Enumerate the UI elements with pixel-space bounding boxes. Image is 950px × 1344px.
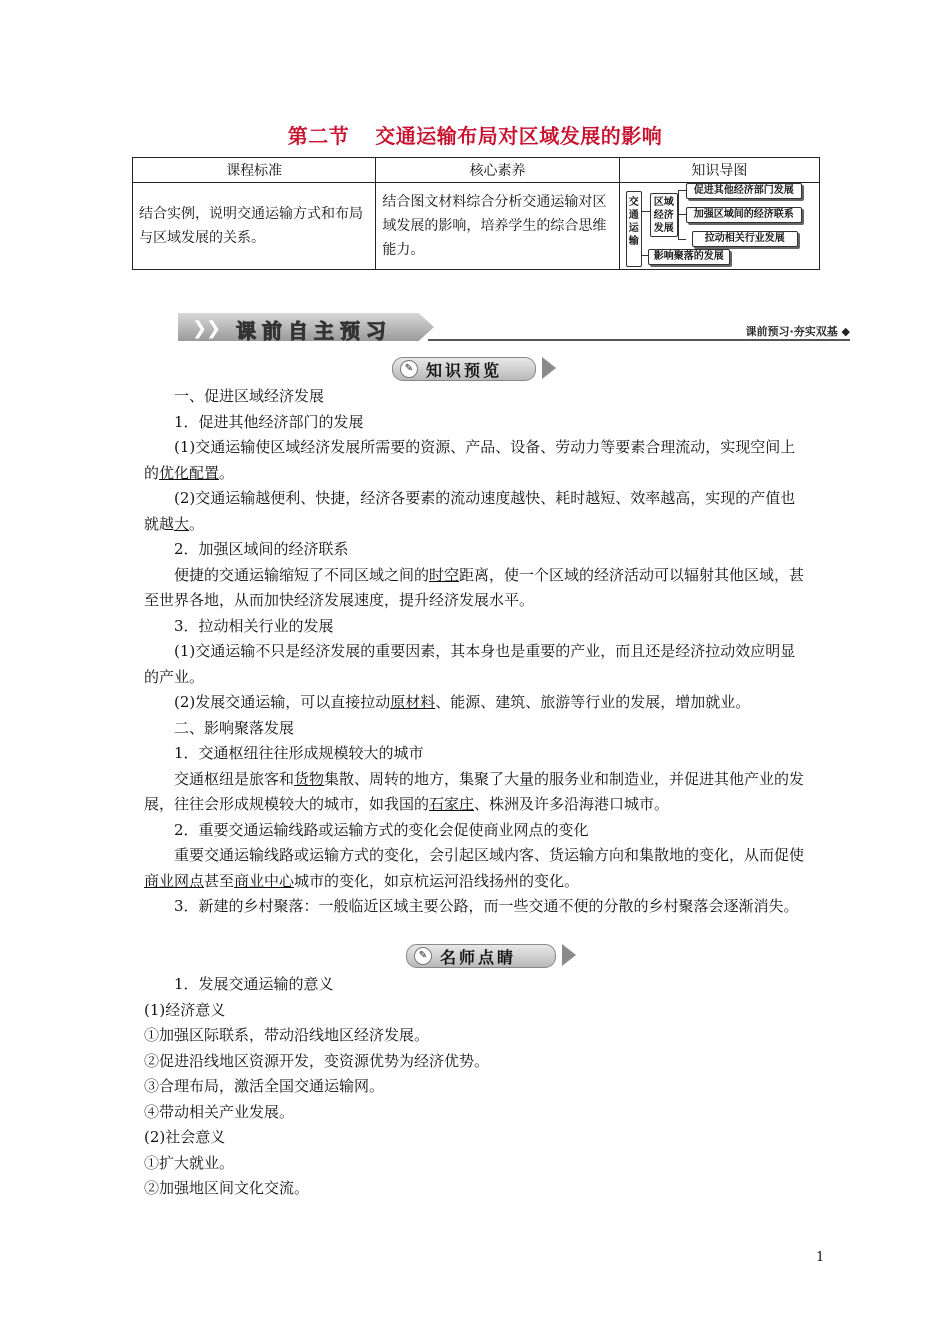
subheading: 3．拉动相关行业的发展: [174, 616, 334, 635]
subheading: 1．交通枢纽往往形成规模较大的城市: [174, 744, 424, 762]
mindmap-bottom: 影响聚落的发展: [648, 249, 730, 265]
mindmap-leaf-3: 拉动相关行业发展: [692, 231, 798, 247]
tag-label: 名师点睛: [440, 948, 517, 967]
knowledge-preview-content: [144, 384, 808, 920]
standard-cell: 结合实例，说明交通运输方式和布局与区域发展的关系。: [133, 183, 376, 270]
paragraph: 交通枢纽是旅客和货物集散、周转的地方，集聚了大量的服务业和制造业，并促进其他产业的发展，往往会形成规模较大的城市，如我国的石家庄、株洲及许多沿海港口城市。: [144, 769, 805, 813]
subheading: 1．发展交通运输的意义: [174, 975, 334, 993]
connector: [678, 239, 686, 240]
subheading: 1．促进其他经济部门的发展: [174, 412, 364, 431]
section-title: 交通运输布局对区域发展的影响: [375, 124, 663, 148]
list-item: ①加强区际联系，带动沿线地区经济发展。: [144, 1026, 430, 1044]
paragraph: (2)交通运输越便利、快捷，经济各要素的流动速度越快、耗时越短、效率越高，实现的产值也就越大。: [144, 489, 796, 533]
pen-icon: ✎: [400, 360, 418, 378]
connector: [678, 214, 686, 215]
paragraph: 3．新建的乡村聚落：一般临近区域主要公路，而一些交通不便的分散的乡村聚落会逐渐消失。: [174, 897, 799, 915]
section-number: 第二节: [287, 124, 350, 148]
paragraph: (2)发展交通运输，可以直接拉动原材料、能源、建筑、旅游等行业的发展，增加就业。: [174, 693, 751, 711]
subheading: 2．加强区域间的经济联系: [174, 540, 349, 558]
connector: [678, 190, 686, 191]
list-item: ②加强地区间文化交流。: [144, 1179, 310, 1197]
subheading: 2．重要交通运输线路或运输方式的变化会促使商业网点的变化: [174, 820, 589, 839]
arrow-icon: [542, 357, 556, 379]
chevron-right-icon: ❯: [206, 318, 222, 339]
paragraph: 重要交通运输线路或运输方式的变化，会引起区域内客、货运输方向和集散地的变化，从而促使商业网点甚至商业中心城市的变化，如京杭运河沿线扬州的变化。: [144, 846, 805, 890]
pen-icon: ✎: [414, 947, 432, 965]
heading: 一、促进区域经济发展: [174, 387, 325, 405]
mindmap-root: 交通运输: [626, 191, 642, 267]
list-item: ②促进沿线地区资源开发，变资源优势为经济优势。: [144, 1051, 490, 1070]
chevron-right-icon: ❯: [192, 318, 208, 339]
list-item: ④带动相关产业发展。: [144, 1102, 295, 1121]
paragraph: (1)交通运输不只是经济发展的重要因素，其本身也是重要的产业，而且还是经济拉动效应明显的产业。: [144, 642, 796, 686]
arrow-icon: [562, 944, 576, 966]
banner-title: 课前自主预习: [236, 319, 392, 343]
page-number: 1: [816, 1250, 825, 1265]
banner-subtitle: 课前预习·夯实双基 ◆: [745, 325, 850, 338]
teacher-tips-content: [144, 972, 808, 1202]
list-heading: (2)社会意义: [144, 1128, 226, 1146]
header-literacy: 核心素养: [376, 158, 619, 183]
literacy-cell: 结合图文材料综合分析交通运输对区域发展的影响，培养学生的综合思维能力。: [376, 183, 619, 270]
page-title: [0, 120, 950, 149]
paragraph: 便捷的交通运输缩短了不同区域之间的时空距离，使一个区域的经济活动可以辐射其他区域，甚至世界各地，从而加快经济发展速度，提升经济发展水平。: [144, 565, 805, 609]
list-heading: (1)经济意义: [144, 1000, 226, 1019]
connector: [642, 211, 650, 212]
paragraph: (1)交通运输使区域经济发展所需要的资源、产品、设备、劳动力等要素合理流动，实现空间上的优化配置。: [144, 438, 796, 482]
header-mindmap: 知识导图: [619, 158, 819, 183]
tag-teacher-tips: [406, 944, 582, 966]
mindmap-leaf-1: 促进其他经济部门发展: [686, 183, 802, 199]
mindmap-leaf-2: 加强区域间的经济联系: [686, 207, 802, 223]
list-item: ③合理布局，激活全国交通运输网。: [144, 1077, 385, 1095]
mindmap-branch: 区域经济发展: [650, 193, 678, 237]
header-standard: 课程标准: [133, 158, 376, 183]
curriculum-table: [132, 157, 820, 270]
tag-label: 知识预览: [426, 361, 503, 380]
connector: [678, 190, 679, 240]
banner-rule: [428, 339, 850, 341]
heading: 二、影响聚落发展: [174, 718, 295, 737]
list-item: ①扩大就业。: [144, 1153, 235, 1172]
section-banner: [178, 313, 850, 341]
mindmap-cell: [619, 183, 819, 270]
tag-knowledge-preview: [392, 357, 562, 379]
